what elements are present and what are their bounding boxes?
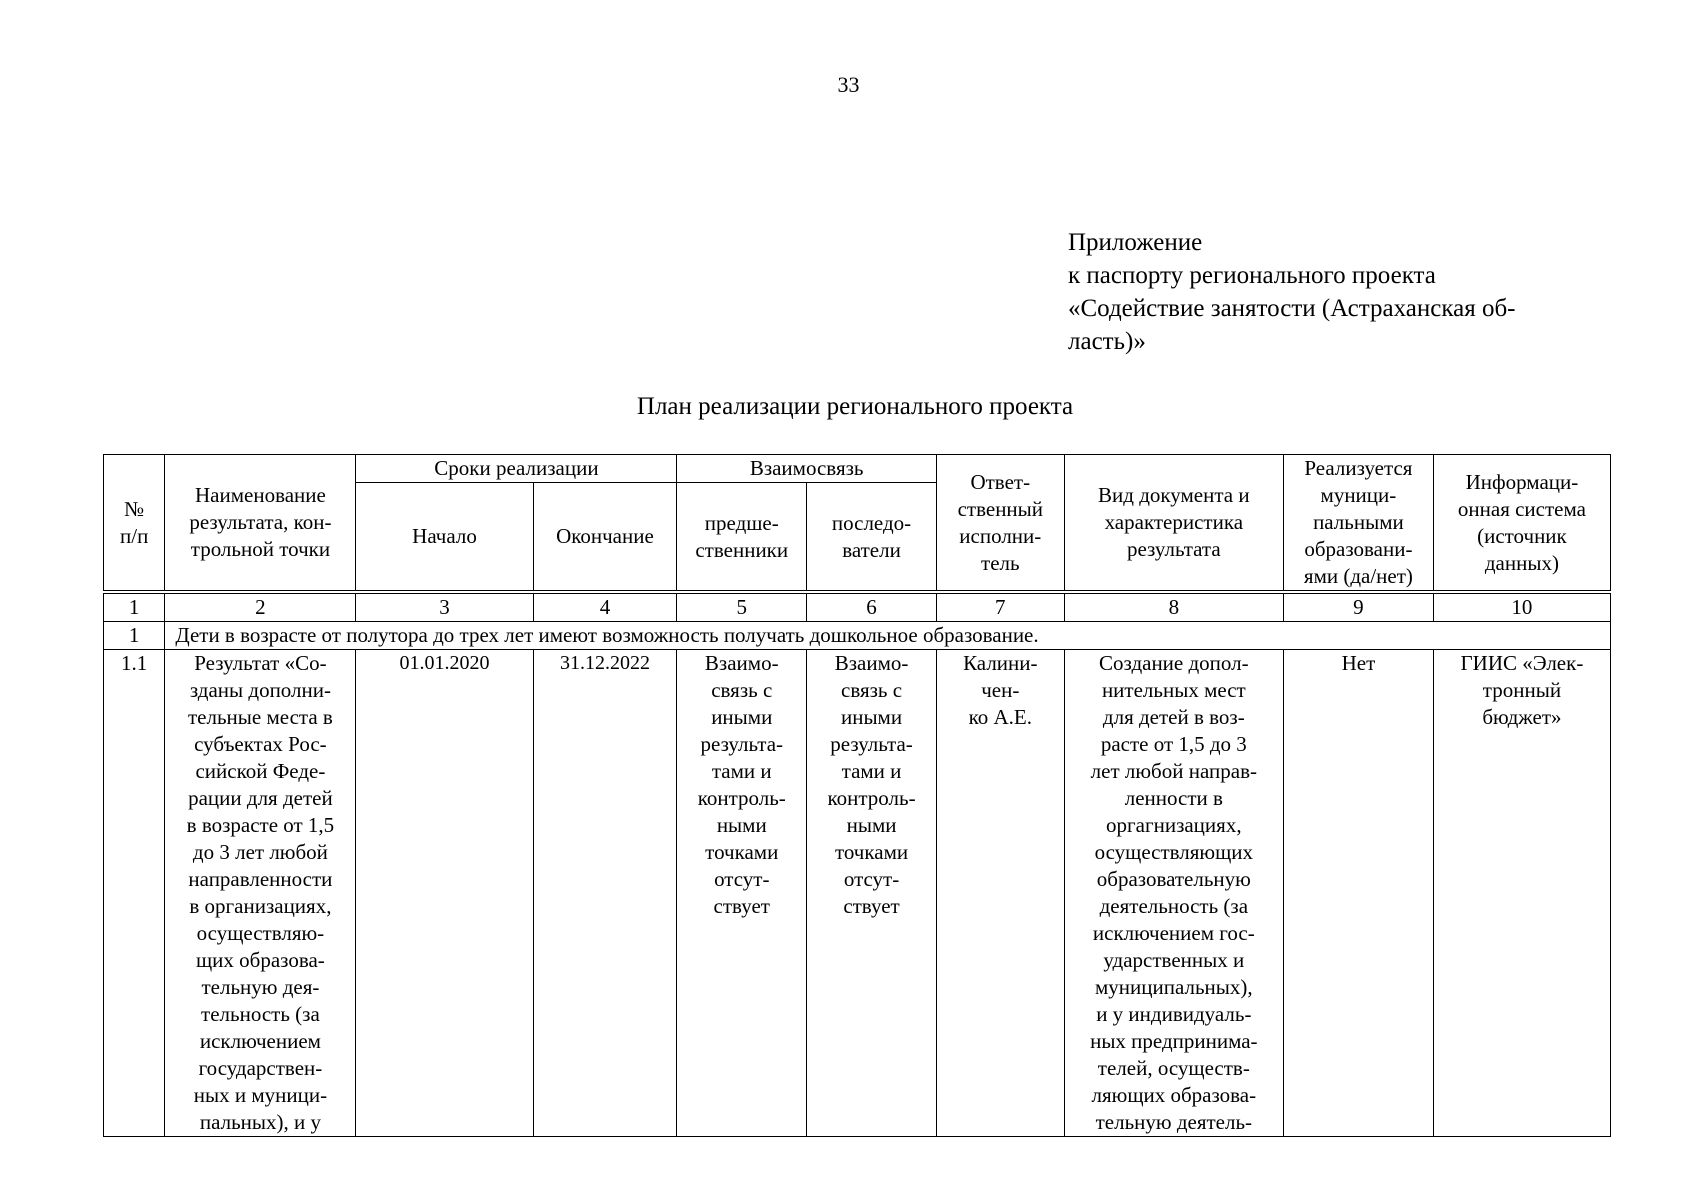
row-number: 1.1 [104,650,165,1137]
row-info-system: ГИИС «Элек- тронный бюджет» [1433,650,1610,1137]
column-number: 4 [533,592,677,622]
header-end: Окончание [533,483,677,592]
row-executor: Калини- чен- ко А.Е. [936,650,1064,1137]
column-number: 6 [807,592,937,622]
section-number: 1 [104,622,165,650]
appendix-line: к паспорту регионального проекта [1068,262,1436,289]
appendix-line: Приложение [1068,229,1203,256]
column-number: 3 [356,592,533,622]
header-municipal: Реализуется муници- пальными образовани- ями (да/нет) [1283,455,1433,593]
section-text: Дети в возрасте от полутора до трех лет имеют возможность получать дошкольное образование. [165,622,1611,650]
appendix-block [1068,226,1516,358]
section-row [104,622,1611,650]
header-predecessors: предше- ственники [677,483,807,592]
header-row [104,455,1611,483]
column-number: 10 [1433,592,1610,622]
row-doc-type: Создание допол- нительных мест для детей в воз- расте от 1,5 до 3 лет любой направ- ленности в оргагнизациях, осуществляющих образовательную деятельность (за исключением гос- ударственных и муниципальных), и у индивидуаль- ных предпринима- телей, осуществ- ляющих образова- тельную деятель- [1064,650,1283,1137]
row-name: Результат «Со- зданы дополни- тельные места в субъектах Рос- сийской Феде- рации для детей в возрасте от 1,5 до 3 лет любой направленности в организациях, осуществляю- щих образова- тельную дея- тельность (за исключением государствен- ных и муници- пальных), и у [165,650,356,1137]
header-num: № п/п [104,455,165,593]
column-number: 5 [677,592,807,622]
row-end-date: 31.12.2022 [533,650,677,1137]
appendix-line: ласть)» [1068,328,1146,355]
page-number: 33 [837,72,860,97]
header-link-group: Взаимосвязь [677,455,937,483]
row-predecessors: Взаимо- связь с иными результа- тами и контроль- ными точками отсут- ствует [677,650,807,1137]
header-doc-type: Вид документа и характеристика результата [1064,455,1283,593]
column-number: 7 [936,592,1064,622]
row-municipal: Нет [1283,650,1433,1137]
header-successors: последо- ватели [807,483,937,592]
table-row [104,650,1611,1137]
column-number: 1 [104,592,165,622]
header-info-system: Информаци- онная система (источник данных) [1433,455,1610,593]
plan-table [103,454,1611,1137]
header-start: Начало [356,483,533,592]
column-number: 2 [165,592,356,622]
appendix-line: «Содействие занятости (Астраханская об- [1068,295,1516,322]
row-successors: Взаимо- связь с иными результа- тами и контроль- ными точками отсут- ствует [807,650,937,1137]
header-name: Наименование результата, кон- трольной точки [165,455,356,593]
header-terms-group: Сроки реализации [356,455,677,483]
column-number: 9 [1283,592,1433,622]
row-start-date: 01.01.2020 [356,650,533,1137]
header-executor: Ответ- ственный исполни- тель [936,455,1064,593]
plan-title: План реализации регионального проекта [636,393,1074,420]
column-number-row [104,592,1611,622]
column-number: 8 [1064,592,1283,622]
